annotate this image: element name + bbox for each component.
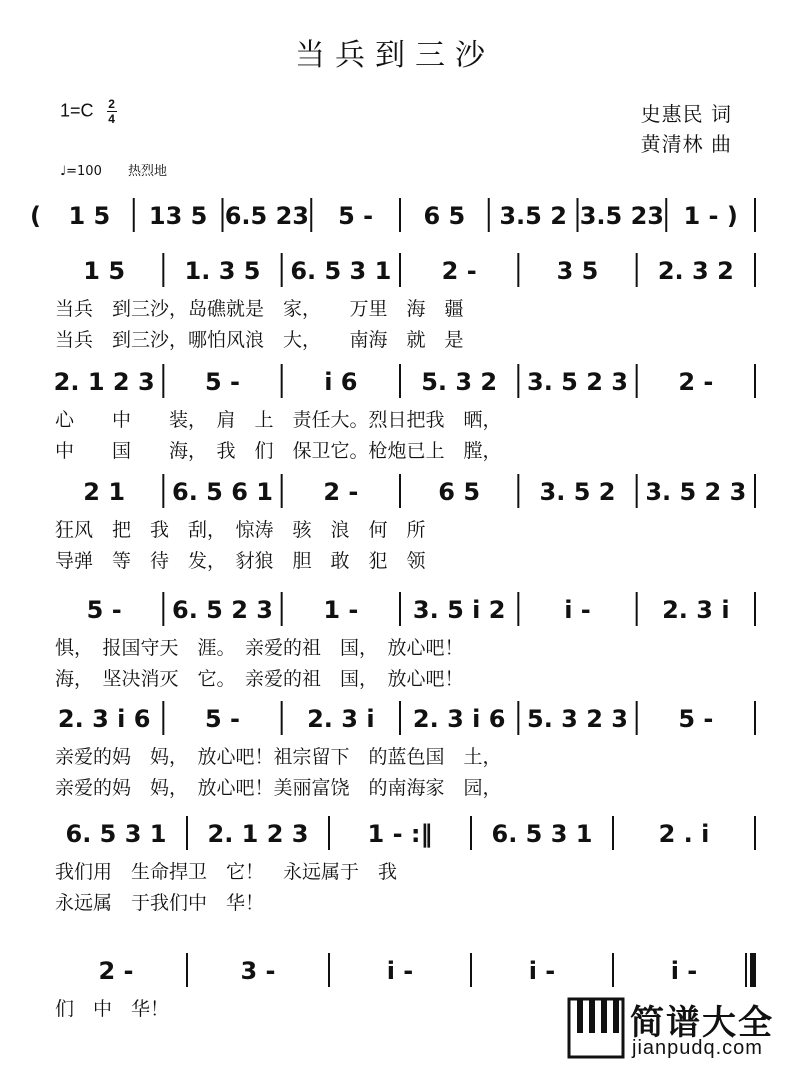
measure: 1 5 — [83, 257, 126, 285]
measure: 3. 5 2 — [539, 478, 616, 506]
intro-paren: ( — [30, 202, 41, 230]
tempo-expression: 热烈地 — [127, 164, 167, 179]
song-title: 当兵到三沙 — [295, 38, 495, 73]
measure: 2. 3 i 6 — [412, 705, 506, 733]
measure: i - — [670, 957, 698, 985]
measure: 1 - ) — [683, 202, 738, 230]
measure: 5. 3 2 3 — [527, 705, 628, 733]
time-signature-top: 2 — [108, 97, 115, 111]
measure: 5 - — [204, 705, 241, 733]
lyric-line: 心 中 装， 肩 上 责任大。烈日把我 晒， — [55, 409, 502, 431]
measure: i - — [564, 596, 591, 624]
lyric-line: 我们用 生命捍卫 它！ 永远属于 我 — [55, 861, 398, 883]
measure: 2. 1 2 3 — [207, 820, 309, 848]
measure: 6. 5 3 1 — [65, 820, 167, 848]
measure: 1 5 — [68, 202, 111, 230]
measure: 2 - — [323, 478, 359, 506]
measure: 5 - — [204, 368, 241, 396]
measure: 3. 5 2 3 — [527, 368, 628, 396]
key-label: 1=C — [60, 100, 94, 121]
measure: 2. 3 2 — [657, 257, 734, 285]
measure: 2. 3 i — [662, 596, 730, 624]
measure: 3. 5 i 2 — [412, 596, 506, 624]
lyricist-credit: 史惠民 词 — [640, 102, 732, 126]
measure: 3. 5 2 3 — [645, 478, 747, 506]
measure: 6. 5 6 1 — [172, 478, 273, 506]
measure: 2 1 — [83, 478, 126, 506]
measure: 2 . i — [658, 820, 710, 848]
measure: i 6 — [324, 368, 358, 396]
time-signature-bottom: 4 — [108, 112, 115, 126]
measure: i - — [386, 957, 414, 985]
measure: 3.5 2 — [499, 202, 567, 230]
measure: 1. 3 5 — [184, 257, 261, 285]
measure: i - — [528, 957, 556, 985]
measure: 2. 3 i — [307, 705, 375, 733]
lyric-line: 们 中 华！ — [55, 998, 170, 1020]
watermark-url: jianpudq.com — [632, 1037, 763, 1059]
measure: 1 - — [323, 596, 359, 624]
lyric-line: 亲爱的妈 妈， 放心吧！祖宗留下 的蓝色国 土， — [55, 746, 502, 768]
measure: 13 5 — [148, 202, 208, 230]
measure: 2. 3 i 6 — [57, 705, 151, 733]
lyric-line: 导弹 等 待 发， 豺狼 胆 敢 犯 领 — [55, 550, 426, 572]
measure: 6.5 23 — [224, 202, 310, 230]
measure: 1 - :‖ — [367, 820, 433, 848]
lyric-line: 亲爱的妈 妈， 放心吧！美丽富饶 的南海家 园， — [55, 777, 502, 799]
measure: 2 - — [98, 957, 134, 985]
lyric-line: 当兵 到三沙，哪怕风浪 大， 南海 就 是 — [55, 329, 464, 351]
measure: 5 - — [678, 705, 714, 733]
lyric-line: 永远属 于我们中 华！ — [55, 892, 265, 914]
measure: 3 5 — [556, 257, 599, 285]
lyric-line: 惧， 报国守天 涯。 亲爱的祖 国， 放心吧！ — [55, 637, 464, 659]
measure: 2 - — [678, 368, 714, 396]
measure: 5 - — [86, 596, 122, 624]
tempo-value: ♩=100 — [60, 164, 102, 179]
lyric-line: 当兵 到三沙，岛礁就是 家， 万里 海 疆 — [55, 298, 464, 320]
measure: 5. 3 2 — [421, 368, 498, 396]
measure: 3.5 23 — [579, 202, 665, 230]
lyric-line: 狂风 把 我 刮， 惊涛 骇 浪 何 所 — [55, 519, 426, 541]
composer-credit: 黄清林 曲 — [640, 132, 732, 156]
measure: 6. 5 3 1 — [491, 820, 593, 848]
measure: 6. 5 3 1 — [290, 257, 392, 285]
measure: 6 5 — [438, 478, 481, 506]
lyric-line: 中 国 海， 我 们 保卫它。枪炮已上 膛， — [55, 440, 502, 462]
measure: 6. 5 2 3 — [172, 596, 273, 624]
measure: 2. 1 2 3 — [53, 368, 155, 396]
lyric-line: 海， 坚决消灭 它。 亲爱的祖 国， 放心吧！ — [55, 668, 464, 690]
measure: 2 - — [441, 257, 477, 285]
watermark-name: 简谱大全 — [630, 1003, 774, 1043]
measure: 6 5 — [423, 202, 466, 230]
measure: 3 - — [240, 957, 276, 985]
measure: 5 - — [338, 202, 374, 230]
